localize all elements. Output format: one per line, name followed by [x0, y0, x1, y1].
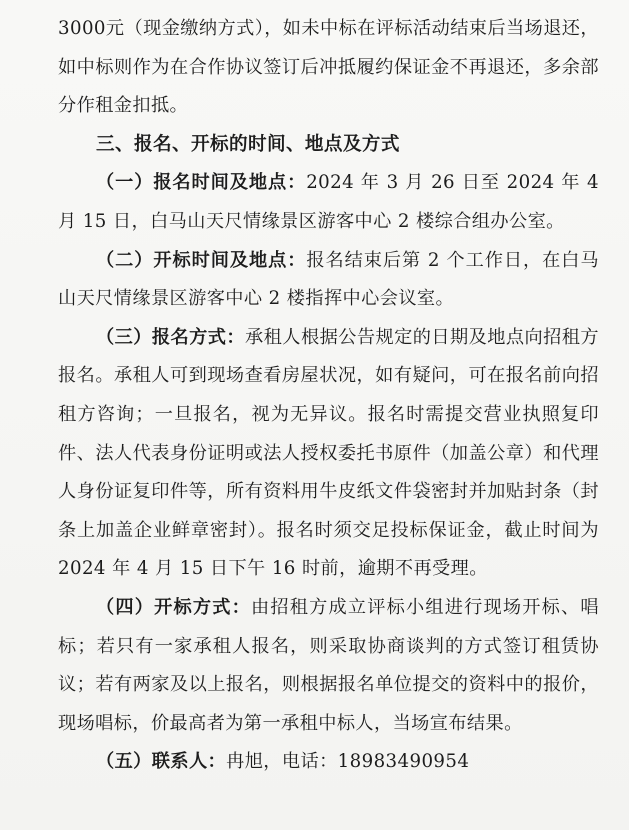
item-3-label: （三）报名方式：	[96, 326, 246, 348]
item-3-text: 承租人根据公告规定的日期及地点向招租方报名。承租人可到现场查看房屋状况，如有疑问，可在报名前向招租方咨询；一旦报名，视为无异议。报名时需提交营业执照复印件、法人代表身份证明或法人授权委托书原件（加盖公章）和代理人身份证复印件等，所有资料用牛皮纸文件袋密封并加贴封条（封条上加盖企业鲜章密封）。报名时须交足投标保证金，截止时间为 2024 年 4 月 15 日下午 16 时前，逾期不再受理。	[58, 326, 599, 580]
intro-paragraph	[58, 10, 599, 126]
intro-text: 3000元（现金缴纳方式），如未中标在评标活动结束后当场退还，如中标则作为在合作协议签订后冲抵履约保证金不再退还，多余部分作租金扣抵。	[58, 18, 599, 117]
section-heading: 三、报名、开标的时间、地点及方式	[96, 133, 400, 155]
item-5-text: 冉旭，电话：18983490954	[226, 751, 470, 773]
item-2-label: （二）开标时间及地点：	[96, 249, 307, 271]
item-4-label: （四）开标方式：	[96, 596, 252, 618]
item-2-text: 报名结束后第 2 个工作日，在白马山天尺情缘景区游客中心 2 楼指挥中心会议室。	[58, 249, 599, 310]
item-1-paragraph	[58, 164, 599, 241]
item-1-label: （一）报名时间及地点：	[96, 172, 307, 194]
item-2-paragraph	[58, 242, 599, 319]
item-3-paragraph	[58, 319, 599, 589]
item-4-text: 由招租方成立评标小组进行现场开标、唱标；若只有一家承租人报名，则采取协商谈判的方式签订租赁协议；若有两家及以上报名，则根据报名单位提交的资料中的报价，现场唱标，价最高者为第一承租中标人，当场宣布结果。	[58, 596, 599, 734]
item-1-text: 2024 年 3 月 26 日至 2024 年 4 月 15 日，白马山天尺情缘景区游客中心 2 楼综合组办公室。	[58, 172, 599, 232]
item-4-paragraph	[58, 589, 599, 743]
item-5-paragraph	[58, 743, 599, 782]
item-5-label: （五）联系人：	[96, 751, 227, 773]
